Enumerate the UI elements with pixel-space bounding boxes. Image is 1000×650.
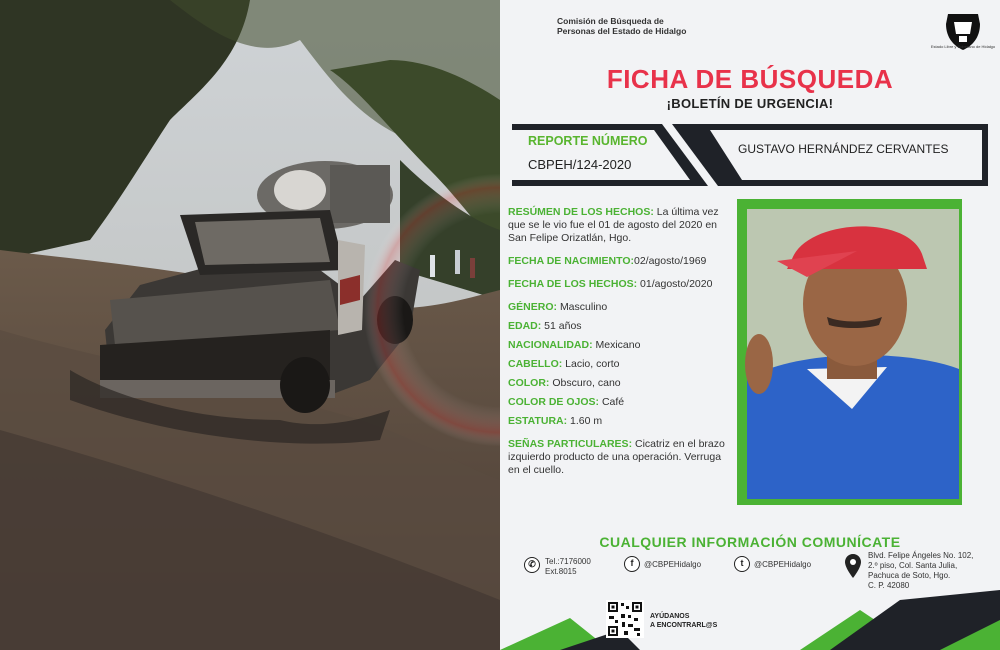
org-line-2: Personas del Estado de Hidalgo bbox=[557, 26, 687, 36]
twitter-contact[interactable]: @CBPEHidalgo bbox=[754, 560, 812, 569]
detail-nationality: NACIONALIDAD: Mexicano bbox=[508, 339, 641, 351]
detail-height: ESTATURA: 1.60 m bbox=[508, 415, 603, 427]
detail-age: EDAD: 51 años bbox=[508, 320, 582, 332]
facebook-icon: f bbox=[624, 556, 640, 572]
phone-contact[interactable]: Tel.:7176000 Ext.8015 bbox=[545, 557, 591, 576]
detail-eye-color: COLOR DE OJOS: Café bbox=[508, 396, 625, 408]
organization-name bbox=[557, 16, 717, 36]
detail-gender: GÉNERO: Masculino bbox=[508, 301, 608, 313]
facebook-contact[interactable]: @CBPEHidalgo bbox=[644, 560, 702, 569]
detail-birth-date: FECHA DE NACIMIENTO:02/agosto/1969 bbox=[508, 255, 707, 267]
whatsapp-icon: ✆ bbox=[524, 557, 540, 573]
address-contact: Blvd. Felipe Ángeles No. 102, 2.º piso, Col. Santa Julia, Pachuca de Soto, Hgo. C. P. 42080 bbox=[868, 551, 974, 590]
report-label: REPORTE NÚMERO bbox=[528, 134, 648, 148]
seal-caption: Estado Libre y Soberano de Hidalgo bbox=[930, 44, 996, 49]
flyer-subtitle: ¡BOLETÍN DE URGENCIA! bbox=[666, 96, 834, 111]
detail-hair: CABELLO: Lacio, corto bbox=[508, 358, 620, 370]
detail-marks: SEÑAS PARTICULARES: Cicatriz en el brazo izquierdo producto de una operación. Verruga en el cuello. bbox=[508, 438, 725, 476]
missing-person-name: GUSTAVO HERNÁNDEZ CERVANTES bbox=[738, 142, 949, 156]
flyer-title: FICHA DE BÚSQUEDA bbox=[606, 64, 894, 94]
detail-summary: RESÚMEN DE LOS HECHOS: La última vez que se le vio fue el 01 de agosto del 2020 en San Felipe Orizatlán, Hgo. bbox=[508, 206, 719, 244]
twitter-icon: t bbox=[734, 556, 750, 572]
state-seal-icon bbox=[940, 10, 986, 56]
footer-shapes bbox=[500, 590, 1000, 650]
qr-caption: AYÚDANOS A ENCONTRARL@S bbox=[650, 613, 718, 629]
search-flyer bbox=[500, 0, 1000, 650]
portrait-photo bbox=[737, 199, 962, 505]
contact-call-to-action: CUALQUIER INFORMACIÓN COMUNÍCATE bbox=[599, 534, 901, 550]
org-line-1: Comisión de Búsqueda de bbox=[557, 16, 664, 26]
location-pin-icon bbox=[845, 554, 861, 578]
report-number: CBPEH/124-2020 bbox=[528, 157, 632, 172]
person-details bbox=[508, 206, 730, 483]
qr-code[interactable] bbox=[606, 600, 644, 638]
detail-color: COLOR: Obscuro, cano bbox=[508, 377, 621, 389]
detail-event-date: FECHA DE LOS HECHOS: 01/agosto/2020 bbox=[508, 278, 713, 290]
